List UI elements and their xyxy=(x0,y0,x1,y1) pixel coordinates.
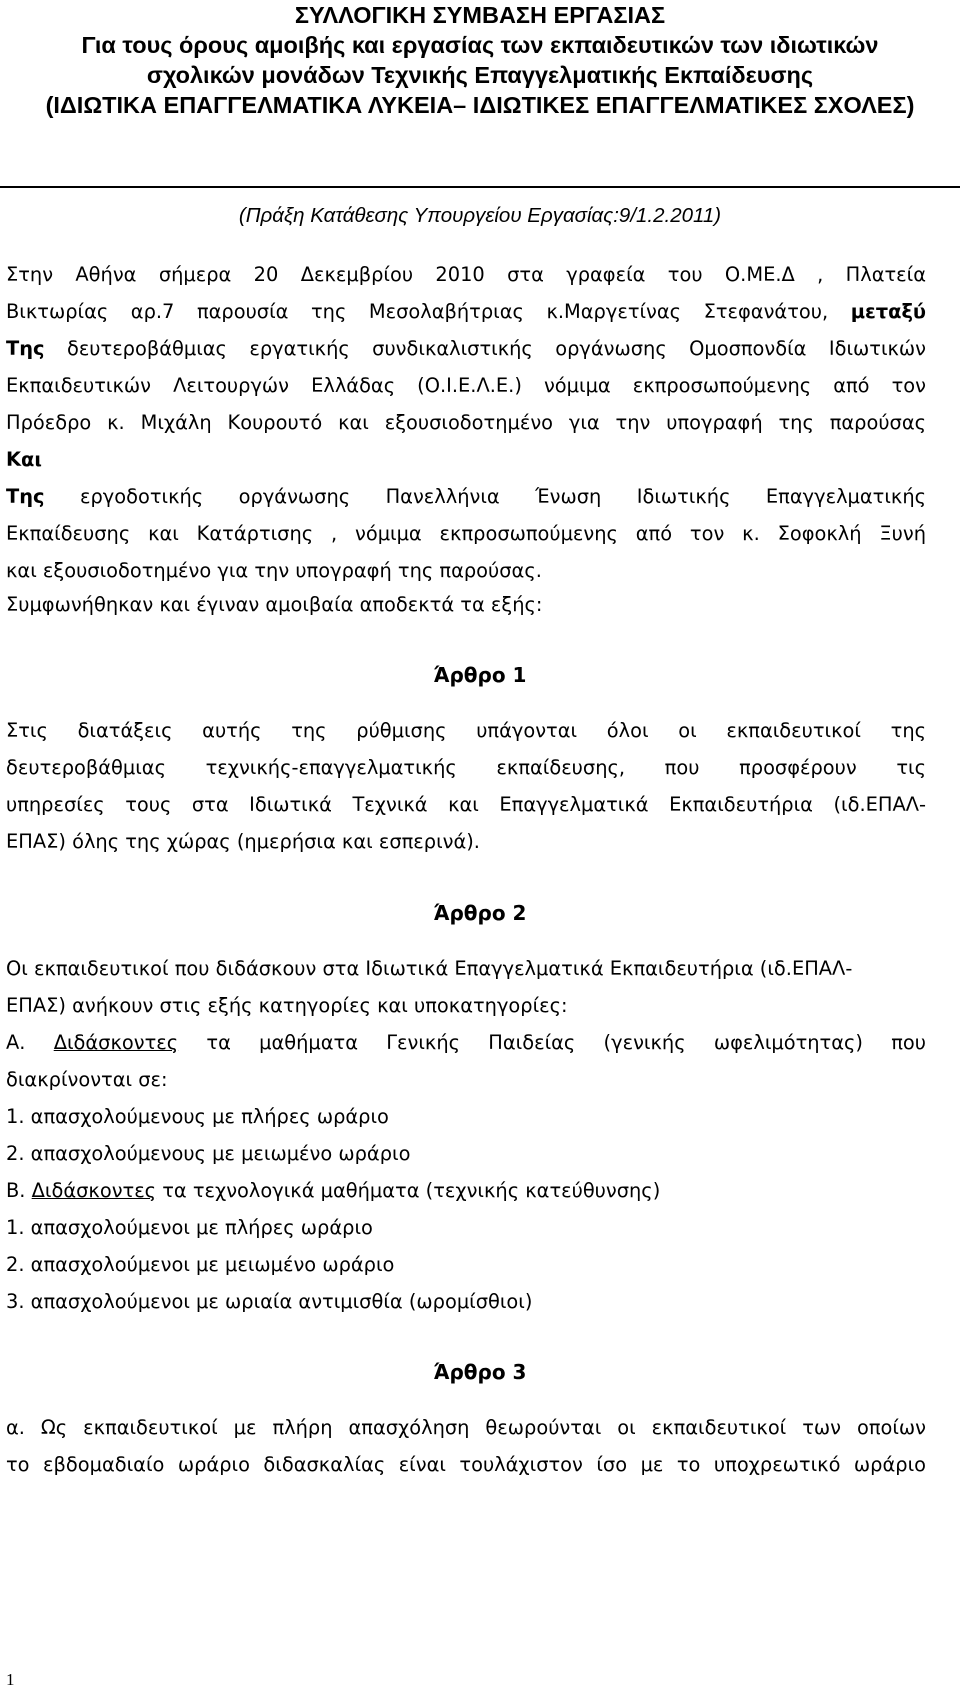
category-b-line xyxy=(6,1178,926,1204)
category-b-prefix: Β. xyxy=(6,1179,32,1202)
intro-line: Πρόεδρο κ. Μιχάλη Κουρουτό και εξουσιοδοτημένο για την υπογραφή της παρούσας xyxy=(6,411,926,434)
document-title: ΣΥΛΛΟΓΙΚΗ ΣΥΜΒΑΣΗ ΕΡΓΑΣΙΑΣ xyxy=(294,2,666,28)
intro-line xyxy=(6,484,926,510)
intro-line xyxy=(6,336,926,362)
document-subtitle-line-1: Για τους όρους αμοιβής και εργασίας των εκπαιδευτικών των ιδιωτικών xyxy=(81,32,879,58)
list-item: 3. απασχολούμενοι με ωριαία αντιμισθία (ωρομίσθιοι) xyxy=(6,1290,533,1313)
intro-line xyxy=(6,299,926,325)
category-a-underlined: Διδάσκοντες xyxy=(53,1031,179,1054)
party-label: Της xyxy=(6,337,45,360)
article-1-line: ΕΠΑΣ) όλης της χώρας (ημερήσια και εσπερινά). xyxy=(6,830,480,853)
list-item: 1. απασχολούμενοι με πλήρες ωράριο xyxy=(6,1216,373,1239)
category-a-line xyxy=(6,1030,926,1056)
page-number: 1 xyxy=(6,1670,15,1689)
article-2-line: Οι εκπαιδευτικοί που διδάσκουν στα Ιδιωτικά Επαγγελματικά Εκπαιδευτήρια (ιδ.ΕΠΑΛ- xyxy=(6,957,853,980)
article-1-line: Στις διατάξεις αυτής της ρύθμισης υπάγονται όλοι οι εκπαιδευτικοί της xyxy=(6,719,926,742)
article-1-line: δευτεροβάθμιας τεχνικής-επαγγελματικής εκπαίδευσης, που προσφέρουν τις xyxy=(6,756,926,779)
article-2-title: Άρθρο 2 xyxy=(433,901,527,925)
article-3-title: Άρθρο 3 xyxy=(433,1360,527,1384)
intro-line: Στην Αθήνα σήμερα 20 Δεκεμβρίου 2010 στα γραφεία του Ο.ΜΕ.Δ , Πλατεία xyxy=(6,263,926,286)
article-3-line: α. Ως εκπαιδευτικοί με πλήρη απασχόληση θεωρούνται οι εκπαιδευτικοί των οποίων xyxy=(6,1416,926,1439)
intro-text: εργοδοτικής οργάνωσης Πανελλήνια Ένωση Ιδιωτικής Επαγγελματικής xyxy=(44,485,926,508)
article-1-line: υπηρεσίες τους στα Ιδιωτικά Τεχνικά και Επαγγελματικά Εκπαιδευτήρια (ιδ.ΕΠΑΛ- xyxy=(6,793,926,816)
party-label: Της xyxy=(6,485,45,508)
deposit-note: (Πράξη Κατάθεσης Υπουργείου Εργασίας:9/1.2.2011) xyxy=(238,204,722,227)
document-subtitle-line-2: σχολικών μονάδων Τεχνικής Επαγγελματικής Εκπαίδευσης xyxy=(146,62,814,88)
article-3-line: το εβδομαδιαίο ωράριο διδασκαλίας είναι τουλάχιστον ίσο με το υποχρεωτικό ωράριο xyxy=(6,1453,926,1476)
intro-line: και εξουσιοδοτημένο για την υπογραφή της παρούσας. xyxy=(6,559,542,582)
category-a-continuation: διακρίνονται σε: xyxy=(6,1068,168,1091)
document-heading xyxy=(0,0,960,120)
intro-conjunction: Και xyxy=(6,448,42,471)
article-2-line: ΕΠΑΣ) ανήκουν στις εξής κατηγορίες και υποκατηγορίες: xyxy=(6,994,568,1017)
list-item: 2. απασχολούμενους με μειωμένο ωράριο xyxy=(6,1142,411,1165)
document-subtitle-line-3: (ΙΔΙΩΤΙΚΑ ΕΠΑΓΓΕΛΜΑΤΙΚΑ ΛΥΚΕΙΑ– ΙΔΙΩΤΙΚΕΣ ΕΠΑΓΓΕΛΜΑΤΙΚΕΣ ΣΧΟΛΕΣ) xyxy=(45,92,915,118)
category-a-text: τα μαθήματα Γενικής Παιδείας (γενικής ωφελιμότητας) που xyxy=(178,1031,926,1054)
intro-line: Εκπαιδευτικών Λειτουργών Ελλάδας (Ο.Ι.Ε.Λ.Ε.) νόμιμα εκπροσωπούμενης από τον xyxy=(6,374,926,397)
intro-line: Εκπαίδευσης και Κατάρτισης , νόμιμα εκπροσωπούμενης από τον κ. Σοφοκλή Ξυνή xyxy=(6,522,926,545)
list-item: 1. απασχολούμενους με πλήρες ωράριο xyxy=(6,1105,389,1128)
intro-text: δευτεροβάθμιας εργατικής συνδικαλιστικής οργάνωσης Ομοσπονδία Ιδιωτικών xyxy=(44,337,926,360)
intro-line: Συμφωνήθηκαν και έγιναν αμοιβαία αποδεκτά τα εξής: xyxy=(6,593,543,616)
category-b-underlined: Διδάσκοντες xyxy=(31,1179,157,1202)
intro-text: Βικτωρίας αρ.7 παρουσία της Μεσολαβήτριας κ.Μαργετίνας Στεφανάτου, xyxy=(6,300,851,323)
category-a-prefix: Α. xyxy=(6,1031,54,1054)
category-b-text: τα τεχνολογικά μαθήματα (τεχνικής κατεύθυνσης) xyxy=(156,1179,661,1202)
heading-divider xyxy=(0,186,960,188)
article-1-title: Άρθρο 1 xyxy=(433,663,527,687)
intro-keyword-between: μεταξύ xyxy=(850,300,926,323)
list-item: 2. απασχολούμενοι με μειωμένο ωράριο xyxy=(6,1253,395,1276)
